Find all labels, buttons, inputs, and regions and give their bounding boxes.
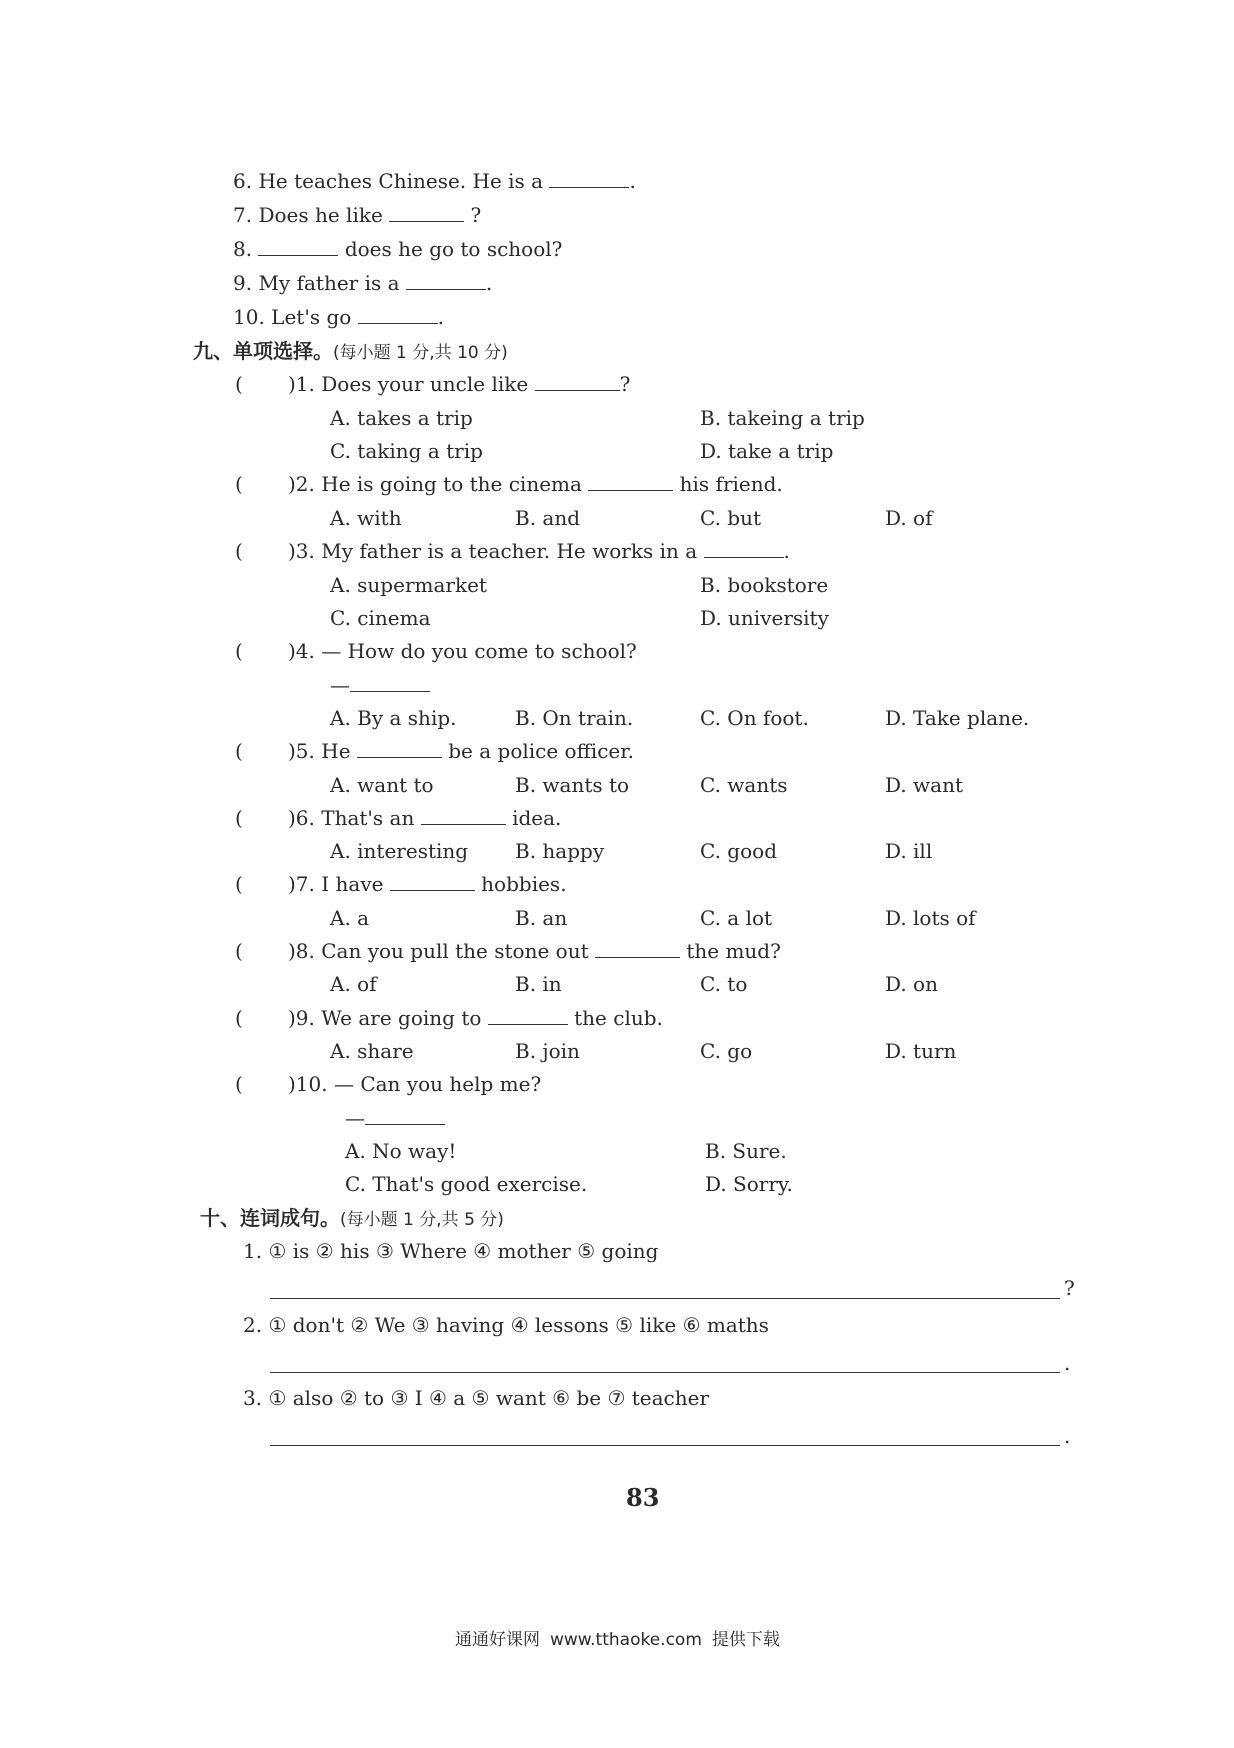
option-c: C. taking a trip: [330, 439, 483, 463]
option-c: C. a lot: [700, 906, 773, 930]
question-number: )3.: [288, 539, 315, 563]
option-b: B. takeing a trip: [700, 406, 865, 430]
question-text: Can you pull the stone out: [321, 939, 589, 963]
question-text: Does your uncle like: [321, 372, 529, 396]
page-number: 83: [626, 1483, 660, 1512]
end-mark: ?: [1064, 1276, 1075, 1300]
question-end: ?: [619, 372, 631, 396]
option-d: D. turn: [885, 1039, 957, 1063]
answer-blank[interactable]: [704, 539, 784, 558]
answer-paren[interactable]: (: [235, 806, 243, 830]
question-end: .: [783, 539, 790, 563]
option-a: A. By a ship.: [330, 706, 457, 730]
reorder-item-1: [243, 1238, 658, 1264]
question-9: [288, 1005, 663, 1031]
end-mark: .: [1064, 1424, 1071, 1448]
option-c: C. That's good exercise.: [345, 1172, 588, 1196]
option-d: D. of: [885, 506, 933, 530]
answer-paren[interactable]: (: [235, 472, 243, 496]
option-b: B. wants to: [515, 773, 630, 797]
answer-blank[interactable]: [390, 872, 475, 891]
answer-paren[interactable]: (: [235, 939, 243, 963]
reorder-item-3: [243, 1385, 709, 1411]
fill-item-end: ?: [470, 203, 482, 227]
question-text: — How do you come to school?: [321, 639, 637, 663]
item-number: 2.: [243, 1313, 263, 1337]
footer-site: 通通好课网: [455, 1630, 540, 1650]
footer: [455, 1625, 790, 1650]
reply-line: [330, 672, 430, 698]
option-c: C. but: [700, 506, 762, 530]
question-number: )1.: [288, 372, 315, 396]
dash-mark: —: [345, 1106, 365, 1130]
option-a: A. supermarket: [330, 573, 487, 597]
answer-line[interactable]: [270, 1445, 1060, 1446]
section-note: (每小题 1 分,共 10 分): [333, 343, 508, 363]
fill-item-text: 10. Let's go: [233, 305, 352, 329]
question-text: He: [321, 739, 351, 763]
question-number: )8.: [288, 939, 315, 963]
question-5: [288, 738, 634, 764]
question-text: That's an: [321, 806, 415, 830]
answer-paren[interactable]: (: [235, 372, 243, 396]
answer-blank[interactable]: [357, 739, 442, 758]
fill-item-7: [233, 202, 481, 228]
answer-blank[interactable]: [258, 237, 338, 256]
answer-blank[interactable]: [421, 806, 506, 825]
word-list: ① is ② his ③ Where ④ mother ⑤ going: [268, 1239, 659, 1263]
option-b: B. On train.: [515, 706, 634, 730]
answer-paren[interactable]: (: [235, 739, 243, 763]
answer-blank[interactable]: [549, 169, 629, 188]
answer-blank[interactable]: [488, 1006, 568, 1025]
option-b: B. Sure.: [705, 1139, 787, 1163]
answer-blank[interactable]: [365, 1106, 445, 1125]
question-text: — Can you help me?: [333, 1072, 542, 1096]
fill-item-end: does he go to school?: [344, 237, 563, 261]
question-end: be a police officer.: [448, 739, 634, 763]
option-c: C. On foot.: [700, 706, 809, 730]
option-b: B. and: [515, 506, 581, 530]
option-c: C. wants: [700, 773, 788, 797]
fill-item-9: [233, 270, 492, 296]
option-a: A. a: [330, 906, 370, 930]
option-c: C. good: [700, 839, 777, 863]
option-d: D. want: [885, 773, 963, 797]
end-mark: .: [1064, 1351, 1071, 1375]
question-number: )9.: [288, 1006, 315, 1030]
option-a: A. interesting: [330, 839, 469, 863]
question-number: )7.: [288, 872, 315, 896]
option-d: D. lots of: [885, 906, 976, 930]
fill-item-end: .: [437, 305, 444, 329]
reply-line: [345, 1105, 445, 1131]
question-end: the mud?: [686, 939, 781, 963]
question-number: )6.: [288, 806, 315, 830]
question-number: )4.: [288, 639, 315, 663]
item-number: 3.: [243, 1386, 263, 1410]
question-text: He is going to the cinema: [321, 472, 582, 496]
option-d: D. Sorry.: [705, 1172, 793, 1196]
option-b: B. bookstore: [700, 573, 829, 597]
item-number: 1.: [243, 1239, 263, 1263]
answer-paren[interactable]: (: [235, 1006, 243, 1030]
fill-item-end: .: [485, 271, 493, 295]
fill-item-text: 9. My father is a: [233, 271, 400, 295]
section-title: 十、连词成句。: [200, 1206, 340, 1230]
dash-mark: —: [330, 673, 350, 697]
question-end: his friend.: [679, 472, 783, 496]
question-4: [288, 638, 637, 664]
option-a: A. takes a trip: [330, 406, 473, 430]
footer-url[interactable]: www.tthaoke.com: [550, 1630, 702, 1650]
option-a: A. want to: [330, 773, 434, 797]
answer-blank[interactable]: [595, 939, 680, 958]
question-2: [288, 471, 783, 497]
word-list: ① also ② to ③ I ④ a ⑤ want ⑥ be ⑦ teacher: [268, 1386, 710, 1410]
option-a: A. with: [330, 506, 402, 530]
option-d: D. on: [885, 972, 938, 996]
answer-line[interactable]: [270, 1372, 1060, 1373]
answer-blank[interactable]: [358, 305, 438, 324]
fill-item-text: 7. Does he like: [233, 203, 383, 227]
section-title: 九、单项选择。: [193, 339, 333, 363]
fill-item-text: 8.: [233, 237, 253, 261]
answer-paren[interactable]: (: [235, 639, 243, 663]
answer-paren[interactable]: (: [235, 539, 243, 563]
option-a: A. No way!: [345, 1139, 457, 1163]
answer-blank[interactable]: [350, 673, 430, 692]
answer-blank[interactable]: [406, 271, 486, 290]
question-1: [288, 371, 630, 397]
option-d: D. Take plane.: [885, 706, 1030, 730]
option-d: D. ill: [885, 839, 933, 863]
reorder-item-2: [243, 1312, 769, 1338]
question-end: the club.: [574, 1006, 663, 1030]
question-number: )5.: [288, 739, 315, 763]
section-note: (每小题 1 分,共 5 分): [340, 1210, 504, 1230]
answer-line[interactable]: [270, 1298, 1060, 1299]
option-c: C. to: [700, 972, 748, 996]
section-9-heading: [193, 338, 508, 366]
question-text: I have: [321, 872, 384, 896]
fill-item-10: [233, 304, 444, 330]
fill-item-6: [233, 168, 636, 194]
question-number: )2.: [288, 472, 315, 496]
question-7: [288, 871, 567, 897]
option-b: B. happy: [515, 839, 605, 863]
option-a: A. share: [330, 1039, 414, 1063]
question-end: hobbies.: [481, 872, 567, 896]
fill-item-text: 6. He teaches Chinese. He is a: [233, 169, 544, 193]
answer-paren[interactable]: (: [235, 1072, 243, 1096]
option-d: D. university: [700, 606, 829, 630]
word-list: ① don't ② We ③ having ④ lessons ⑤ like ⑥ maths: [268, 1313, 769, 1337]
section-10-heading: [200, 1205, 504, 1233]
question-end: idea.: [512, 806, 562, 830]
answer-blank[interactable]: [535, 372, 620, 391]
question-6: [288, 805, 561, 831]
question-10: [288, 1071, 541, 1097]
option-b: B. in: [515, 972, 562, 996]
option-a: A. of: [330, 972, 377, 996]
question-8: [288, 938, 781, 964]
option-c: C. go: [700, 1039, 753, 1063]
question-3: [288, 538, 790, 564]
answer-blank[interactable]: [389, 203, 464, 222]
fill-item-end: .: [629, 169, 636, 193]
footer-tail: 提供下载: [711, 1630, 780, 1650]
answer-paren[interactable]: (: [235, 872, 243, 896]
question-text: My father is a teacher. He works in a: [321, 539, 698, 563]
option-d: D. take a trip: [700, 439, 834, 463]
option-b: B. join: [515, 1039, 580, 1063]
option-c: C. cinema: [330, 606, 431, 630]
option-b: B. an: [515, 906, 568, 930]
question-text: We are going to: [321, 1006, 482, 1030]
fill-item-8: [233, 236, 562, 262]
question-number: )10.: [288, 1072, 328, 1096]
answer-blank[interactable]: [588, 472, 673, 491]
